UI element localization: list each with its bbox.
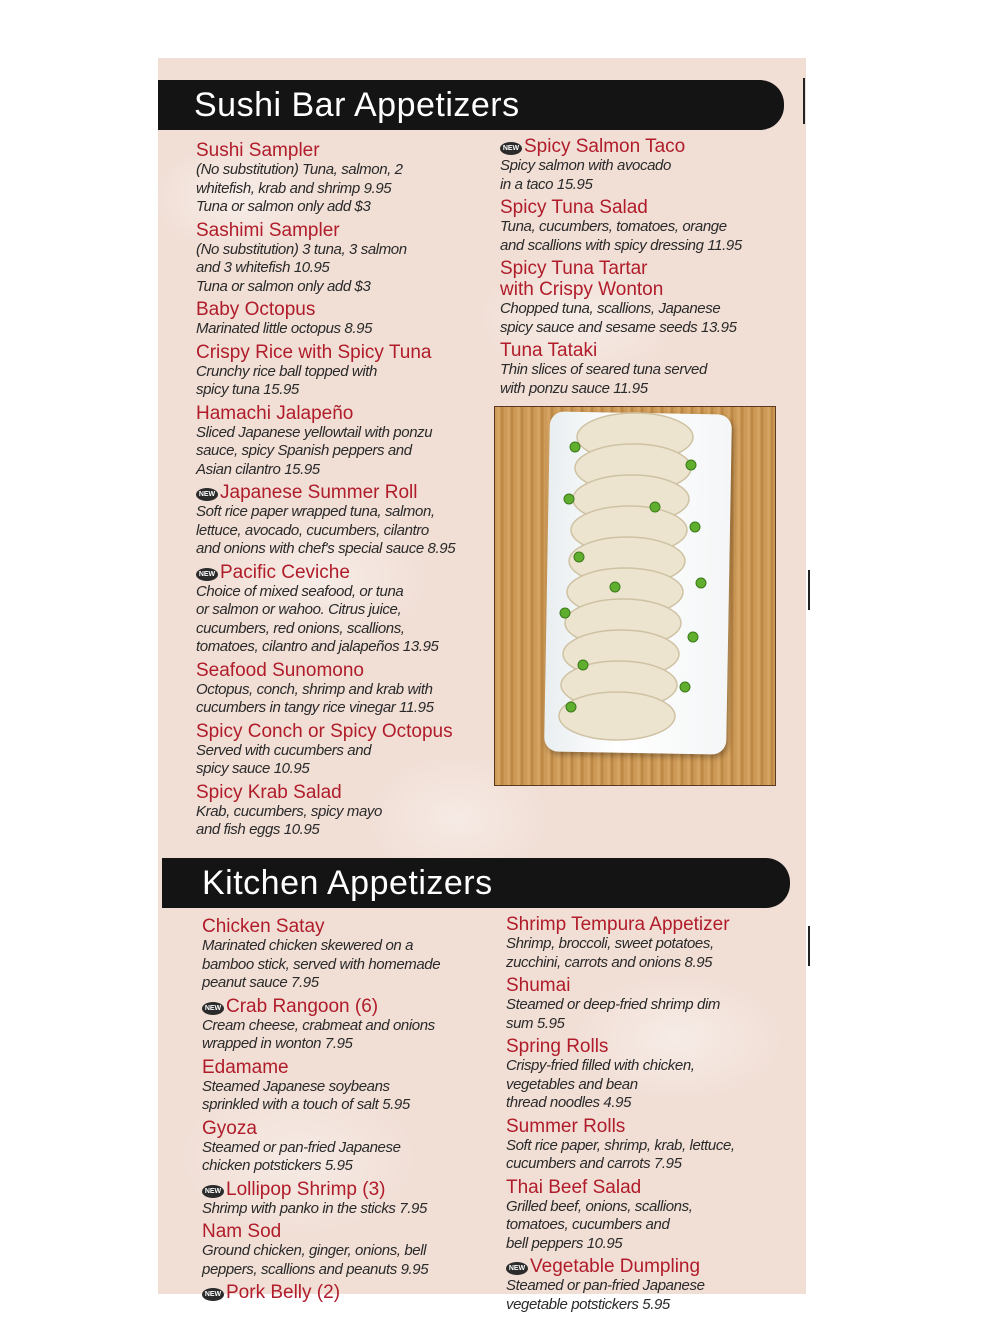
page-edge-mark — [808, 570, 810, 610]
menu-item-name-text: Spicy Conch or Spicy Octopus — [196, 720, 453, 742]
menu-item-name — [196, 299, 496, 320]
menu-item — [202, 1118, 502, 1176]
menu-item-description: Choice of mixed seafood, or tuna or salmon or wahoo. Citrus juice, cucumbers, red onions, scallions, tomatoes, cilantro and jalapeños 13.95 — [196, 582, 439, 655]
menu-item — [202, 916, 502, 993]
new-badge-icon: NEW — [500, 142, 522, 155]
menu-item-name-line2: with Crispy Wonton — [500, 279, 664, 300]
menu-item-name — [506, 1177, 796, 1198]
scallion-garnish — [610, 582, 620, 592]
page-edge-mark — [803, 78, 805, 124]
sushi-right-column — [500, 136, 790, 401]
menu-item-name-text: Summer Rolls — [506, 1115, 626, 1137]
menu-item-name — [196, 660, 496, 681]
menu-item-description: Shrimp with panko in the sticks 7.95 — [202, 1199, 427, 1217]
menu-item — [500, 136, 790, 194]
kitchen-banner — [162, 858, 790, 908]
menu-item-name — [196, 220, 496, 241]
menu-item-name — [202, 1282, 502, 1303]
menu-item-name-text: Chicken Satay — [202, 916, 325, 937]
kitchen-right-column — [506, 914, 796, 1317]
menu-item-description: (No substitution) Tuna, salmon, 2 whitefish, krab and shrimp 9.95 Tuna or salmon only add $3 — [196, 161, 403, 215]
dumplings-illustration — [495, 407, 775, 785]
menu-item-name — [202, 916, 502, 937]
new-badge-icon: NEW — [196, 568, 218, 581]
menu-item-name — [500, 197, 790, 218]
scallion-garnish — [578, 660, 588, 670]
menu-item-description: Marinated little octopus 8.95 — [196, 320, 373, 337]
menu-item — [500, 197, 790, 255]
new-badge-icon: NEW — [196, 488, 218, 501]
sushi-bar-title: Sushi Bar Appetizers — [194, 85, 520, 124]
scallion-garnish — [696, 578, 706, 588]
menu-item-name — [506, 1036, 796, 1057]
scallion-garnish — [564, 494, 574, 504]
menu-item-name — [196, 342, 496, 363]
sushi-bar-banner — [158, 80, 784, 130]
menu-item-description: Steamed or deep-fried shrimp dim sum 5.95 — [506, 996, 720, 1032]
menu-item-name-text: Thai Beef Salad — [506, 1176, 642, 1198]
dumpling-photo — [494, 406, 776, 786]
menu-item-description: Soft rice paper wrapped tuna, salmon, lettuce, avocado, cucumbers, cilantro and onions with chef's special sauce 8.95 — [196, 503, 456, 557]
menu-item-name-text: Vegetable Dumpling — [530, 1256, 701, 1277]
menu-page — [158, 58, 806, 1313]
menu-item-description: Krab, cucumbers, spicy mayo and fish eggs 10.95 — [196, 802, 382, 838]
menu-item-description: Steamed or pan-fried Japanese vegetable potstickers 5.95 — [506, 1277, 705, 1313]
menu-item-name — [202, 1118, 502, 1139]
menu-item-name — [506, 975, 796, 996]
scallion-garnish — [566, 702, 576, 712]
menu-item-description: Sliced Japanese yellowtail with ponzu sauce, spicy Spanish peppers and Asian cilantro 15.95 — [196, 423, 433, 478]
menu-item-description: Ground chicken, ginger, onions, bell peppers, scallions and peanuts 9.95 — [202, 1242, 429, 1278]
menu-item — [196, 782, 496, 840]
menu-item-name-text: Edamame — [202, 1056, 289, 1078]
menu-item-name — [506, 1256, 796, 1277]
menu-item-name-text: Spicy Tuna Salad — [500, 197, 648, 218]
dumpling — [559, 692, 675, 740]
scallion-garnish — [690, 522, 700, 532]
menu-item-description: Tuna, cucumbers, tomatoes, orange and scallions with spicy dressing 11.95 — [500, 218, 742, 254]
sushi-left-column — [196, 140, 496, 843]
menu-item — [506, 914, 796, 972]
menu-item-description: Chopped tuna, scallions, Japanese spicy sauce and sesame seeds 13.95 — [500, 300, 737, 336]
menu-item — [506, 1116, 796, 1174]
menu-item-name — [196, 403, 496, 424]
menu-item-name — [506, 1116, 796, 1137]
new-badge-icon: NEW — [506, 1262, 528, 1275]
scallion-garnish — [560, 608, 570, 618]
scallion-garnish — [574, 552, 584, 562]
menu-item — [196, 342, 496, 400]
menu-item-description: Steamed or pan-fried Japanese chicken potstickers 5.95 — [202, 1138, 401, 1174]
new-badge-icon: NEW — [202, 1002, 224, 1015]
menu-item-name-text: Crab Rangoon (6) — [226, 995, 379, 1017]
menu-item — [500, 340, 790, 398]
scallion-garnish — [650, 502, 660, 512]
menu-item-name-text: Sushi Sampler — [196, 140, 320, 161]
menu-item-name — [196, 562, 496, 583]
menu-item-description: Shrimp, broccoli, sweet potatoes, zucchini, carrots and onions 8.95 — [506, 935, 714, 971]
menu-item — [196, 140, 496, 217]
menu-item-description: Cream cheese, crabmeat and onions wrapped in wonton 7.95 — [202, 1016, 435, 1052]
kitchen-left-column — [202, 916, 502, 1306]
menu-item-name — [500, 340, 790, 361]
menu-item-name-text: Shumai — [506, 975, 571, 996]
menu-item-description: Served with cucumbers and spicy sauce 10.95 — [196, 741, 372, 777]
menu-item-name-text: Gyoza — [202, 1117, 257, 1139]
menu-item-name-text: Japanese Summer Roll — [220, 482, 418, 503]
menu-item-name — [196, 721, 496, 742]
menu-item — [202, 1221, 502, 1279]
kitchen-title: Kitchen Appetizers — [202, 863, 493, 902]
menu-item-name-text: Spicy Krab Salad — [196, 781, 342, 803]
menu-item-description: Thin slices of seared tuna served with ponzu sauce 11.95 — [500, 361, 707, 397]
new-badge-icon: NEW — [202, 1288, 224, 1301]
menu-item-name — [202, 1057, 502, 1078]
menu-item-description: (No substitution) 3 tuna, 3 salmon and 3 whitefish 10.95 Tuna or salmon only add $3 — [196, 240, 407, 295]
menu-item-name — [500, 136, 790, 157]
menu-item-name-text: Hamachi Jalapeño — [196, 402, 354, 424]
menu-item-description: Spicy salmon with avocado in a taco 15.95 — [500, 157, 671, 193]
menu-item-name-text: Spicy Tuna Tartar — [500, 258, 648, 279]
menu-item-name-text: Seafood Sunomono — [196, 659, 364, 681]
menu-item — [196, 299, 496, 339]
menu-item-name-text: Crispy Rice with Spicy Tuna — [196, 341, 432, 363]
page-edge-mark — [808, 926, 810, 966]
menu-item — [196, 660, 496, 718]
menu-item — [196, 562, 496, 657]
menu-item — [506, 1177, 796, 1254]
menu-item-name — [202, 1179, 502, 1200]
scallion-garnish — [686, 460, 696, 470]
scallion-garnish — [570, 442, 580, 452]
menu-item — [202, 1179, 502, 1219]
menu-item-name-text: Spring Rolls — [506, 1036, 609, 1057]
menu-item-description: Marinated chicken skewered on a bamboo stick, served with homemade peanut sauce 7.95 — [202, 937, 441, 991]
menu-item — [202, 1282, 502, 1303]
menu-item-description: Crispy-fried filled with chicken, vegetables and bean thread noodles 4.95 — [506, 1057, 695, 1111]
menu-item — [202, 996, 502, 1054]
menu-item-name-text: Shrimp Tempura Appetizer — [506, 914, 730, 935]
menu-item — [506, 1036, 796, 1113]
new-badge-icon: NEW — [202, 1185, 224, 1198]
menu-item-name — [196, 140, 496, 161]
menu-item — [196, 403, 496, 480]
menu-item — [196, 482, 496, 559]
menu-item-description: Grilled beef, onions, scallions, tomatoes, cucumbers and bell peppers 10.95 — [506, 1197, 693, 1252]
menu-item — [196, 220, 496, 297]
menu-item-name — [506, 914, 796, 935]
menu-item — [506, 975, 796, 1033]
menu-item-name — [202, 996, 502, 1017]
menu-item-name — [196, 482, 496, 503]
scallion-garnish — [688, 632, 698, 642]
menu-item — [196, 721, 496, 779]
menu-item-name-text: Sashimi Sampler — [196, 219, 340, 241]
menu-item-name-text: Nam Sod — [202, 1221, 282, 1242]
menu-item-name-text: Pacific Ceviche — [220, 561, 350, 583]
menu-item-name-text: Baby Octopus — [196, 299, 316, 320]
menu-item-name — [196, 782, 496, 803]
menu-item — [202, 1057, 502, 1115]
menu-item-name-text: Lollipop Shrimp (3) — [226, 1178, 386, 1200]
menu-item-description: Soft rice paper, shrimp, krab, lettuce, cucumbers and carrots 7.95 — [506, 1136, 735, 1172]
menu-item — [500, 258, 790, 337]
menu-item-description: Crunchy rice ball topped with spicy tuna 15.95 — [196, 362, 377, 398]
scallion-garnish — [680, 682, 690, 692]
menu-item-description: Octopus, conch, shrimp and krab with cucumbers in tangy rice vinegar 11.95 — [196, 680, 434, 716]
menu-item-name-text: Spicy Salmon Taco — [524, 136, 686, 157]
menu-item — [506, 1256, 796, 1314]
menu-item-name-text: Pork Belly (2) — [226, 1282, 341, 1303]
menu-item-description: Steamed Japanese soybeans sprinkled with a touch of salt 5.95 — [202, 1077, 410, 1113]
menu-item-name — [500, 258, 790, 279]
menu-item-name — [202, 1221, 502, 1242]
menu-item-name-text: Tuna Tataki — [500, 340, 598, 361]
